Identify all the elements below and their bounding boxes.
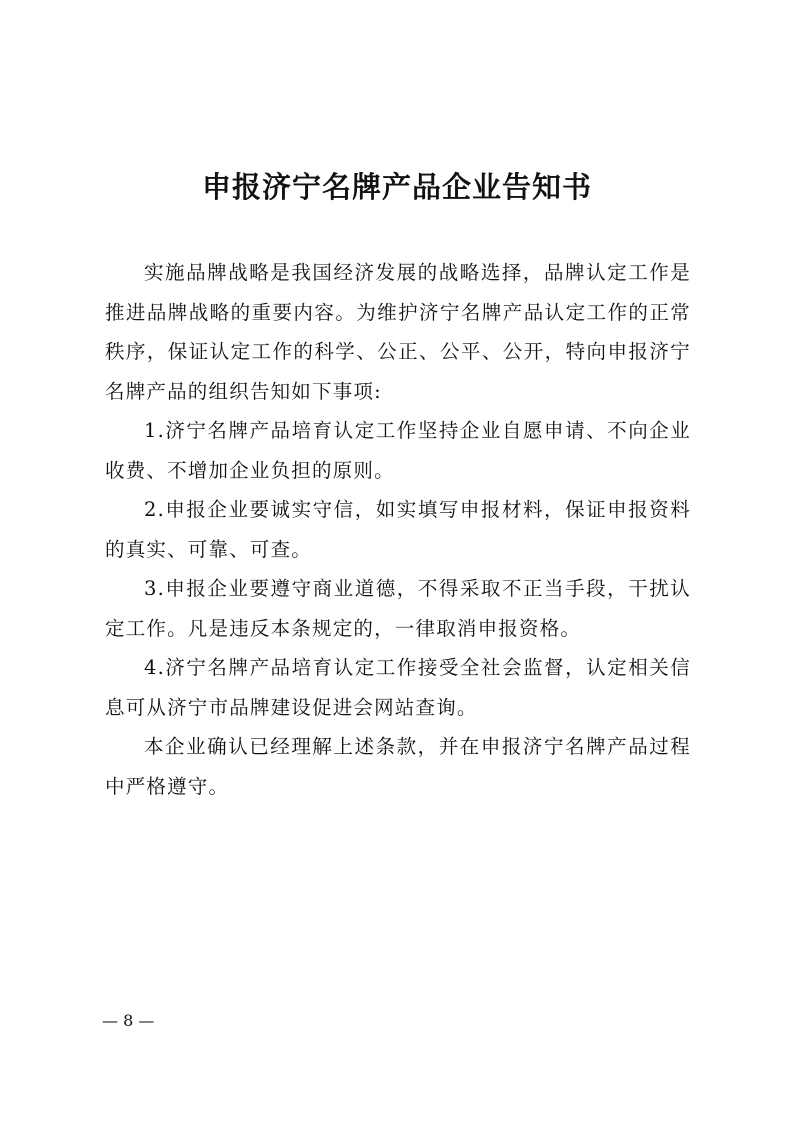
item-4-paragraph: 4.济宁名牌产品培育认定工作接受全社会监督，认定相关信息可从济宁市品牌建设促进会网站查询。 [105, 656, 691, 719]
document-body [105, 253, 691, 806]
item-3-paragraph: 3.申报企业要遵守商业道德，不得采取不正当手段，干扰认定工作。凡是违反本条规定的，一律取消申报资格。 [105, 577, 691, 640]
closing-paragraph: 本企业确认已经理解上述条款，并在申报济宁名牌产品过程中严格遵守。 [105, 735, 691, 798]
intro-paragraph: 实施品牌战略是我国经济发展的战略选择，品牌认定工作是推进品牌战略的重要内容。为维护济宁名牌产品认定工作的正常秩序，保证认定工作的科学、公正、公平、公开，特向申报济宁名牌产品的组织告知如下事项: [105, 261, 691, 403]
item-2-paragraph: 2.申报企业要诚实守信，如实填写申报材料，保证申报资料的真实、可靠、可查。 [105, 498, 691, 561]
document-title: 申报济宁名牌产品企业告知书 [201, 170, 592, 204]
item-1-paragraph: 1.济宁名牌产品培育认定工作坚持企业自愿申请、不向企业收费、不增加企业负担的原则。 [105, 419, 691, 482]
page-number: — 8 — [102, 1011, 155, 1030]
